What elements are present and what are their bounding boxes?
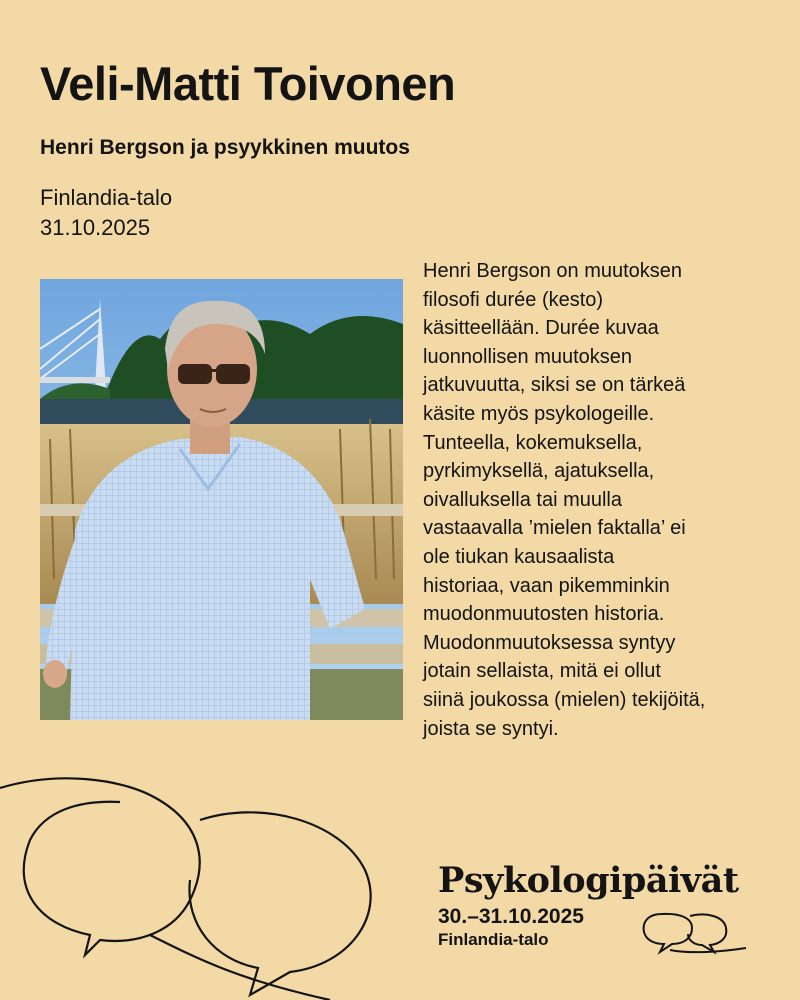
event-name: Psykologipäivät [438, 860, 739, 901]
speech-bubbles-icon [640, 908, 750, 958]
event-dates: 30.–31.10.2025 [438, 904, 584, 928]
talk-description: Henri Bergson on muutoksen filosofi durée (kesto) käsitteellään. Durée kuvaa luonnollisen muutoksen jatkuvuutta, siksi se on tärkeä käsite myös psykologeille. Tunteella, kokemuksella, pyrkimyksellä, ajatuksella, oivalluksella tai muulla vastaavalla ’mielen faktalla’ ei ole tiukan kausaalista historiaa, vaan pikemminkin muodonmuutosten historia. Muodonmuutoksessa syntyy jotain sellaista, mitä ei ollut siinä joukossa (mielen) tekijöitä, joista se syntyi. [423, 260, 706, 740]
event-venue: Finlandia-talo [438, 929, 549, 949]
talk-title: Henri Bergson ja psyykkinen muutos [40, 136, 410, 159]
talk-date: 31.10.2025 [40, 215, 151, 240]
speaker-photo-illustration [40, 279, 403, 720]
speaker-name: Veli-Matti Toivonen [40, 57, 456, 110]
talk-venue: Finlandia-talo [40, 185, 173, 210]
speaker-photo [40, 279, 403, 720]
